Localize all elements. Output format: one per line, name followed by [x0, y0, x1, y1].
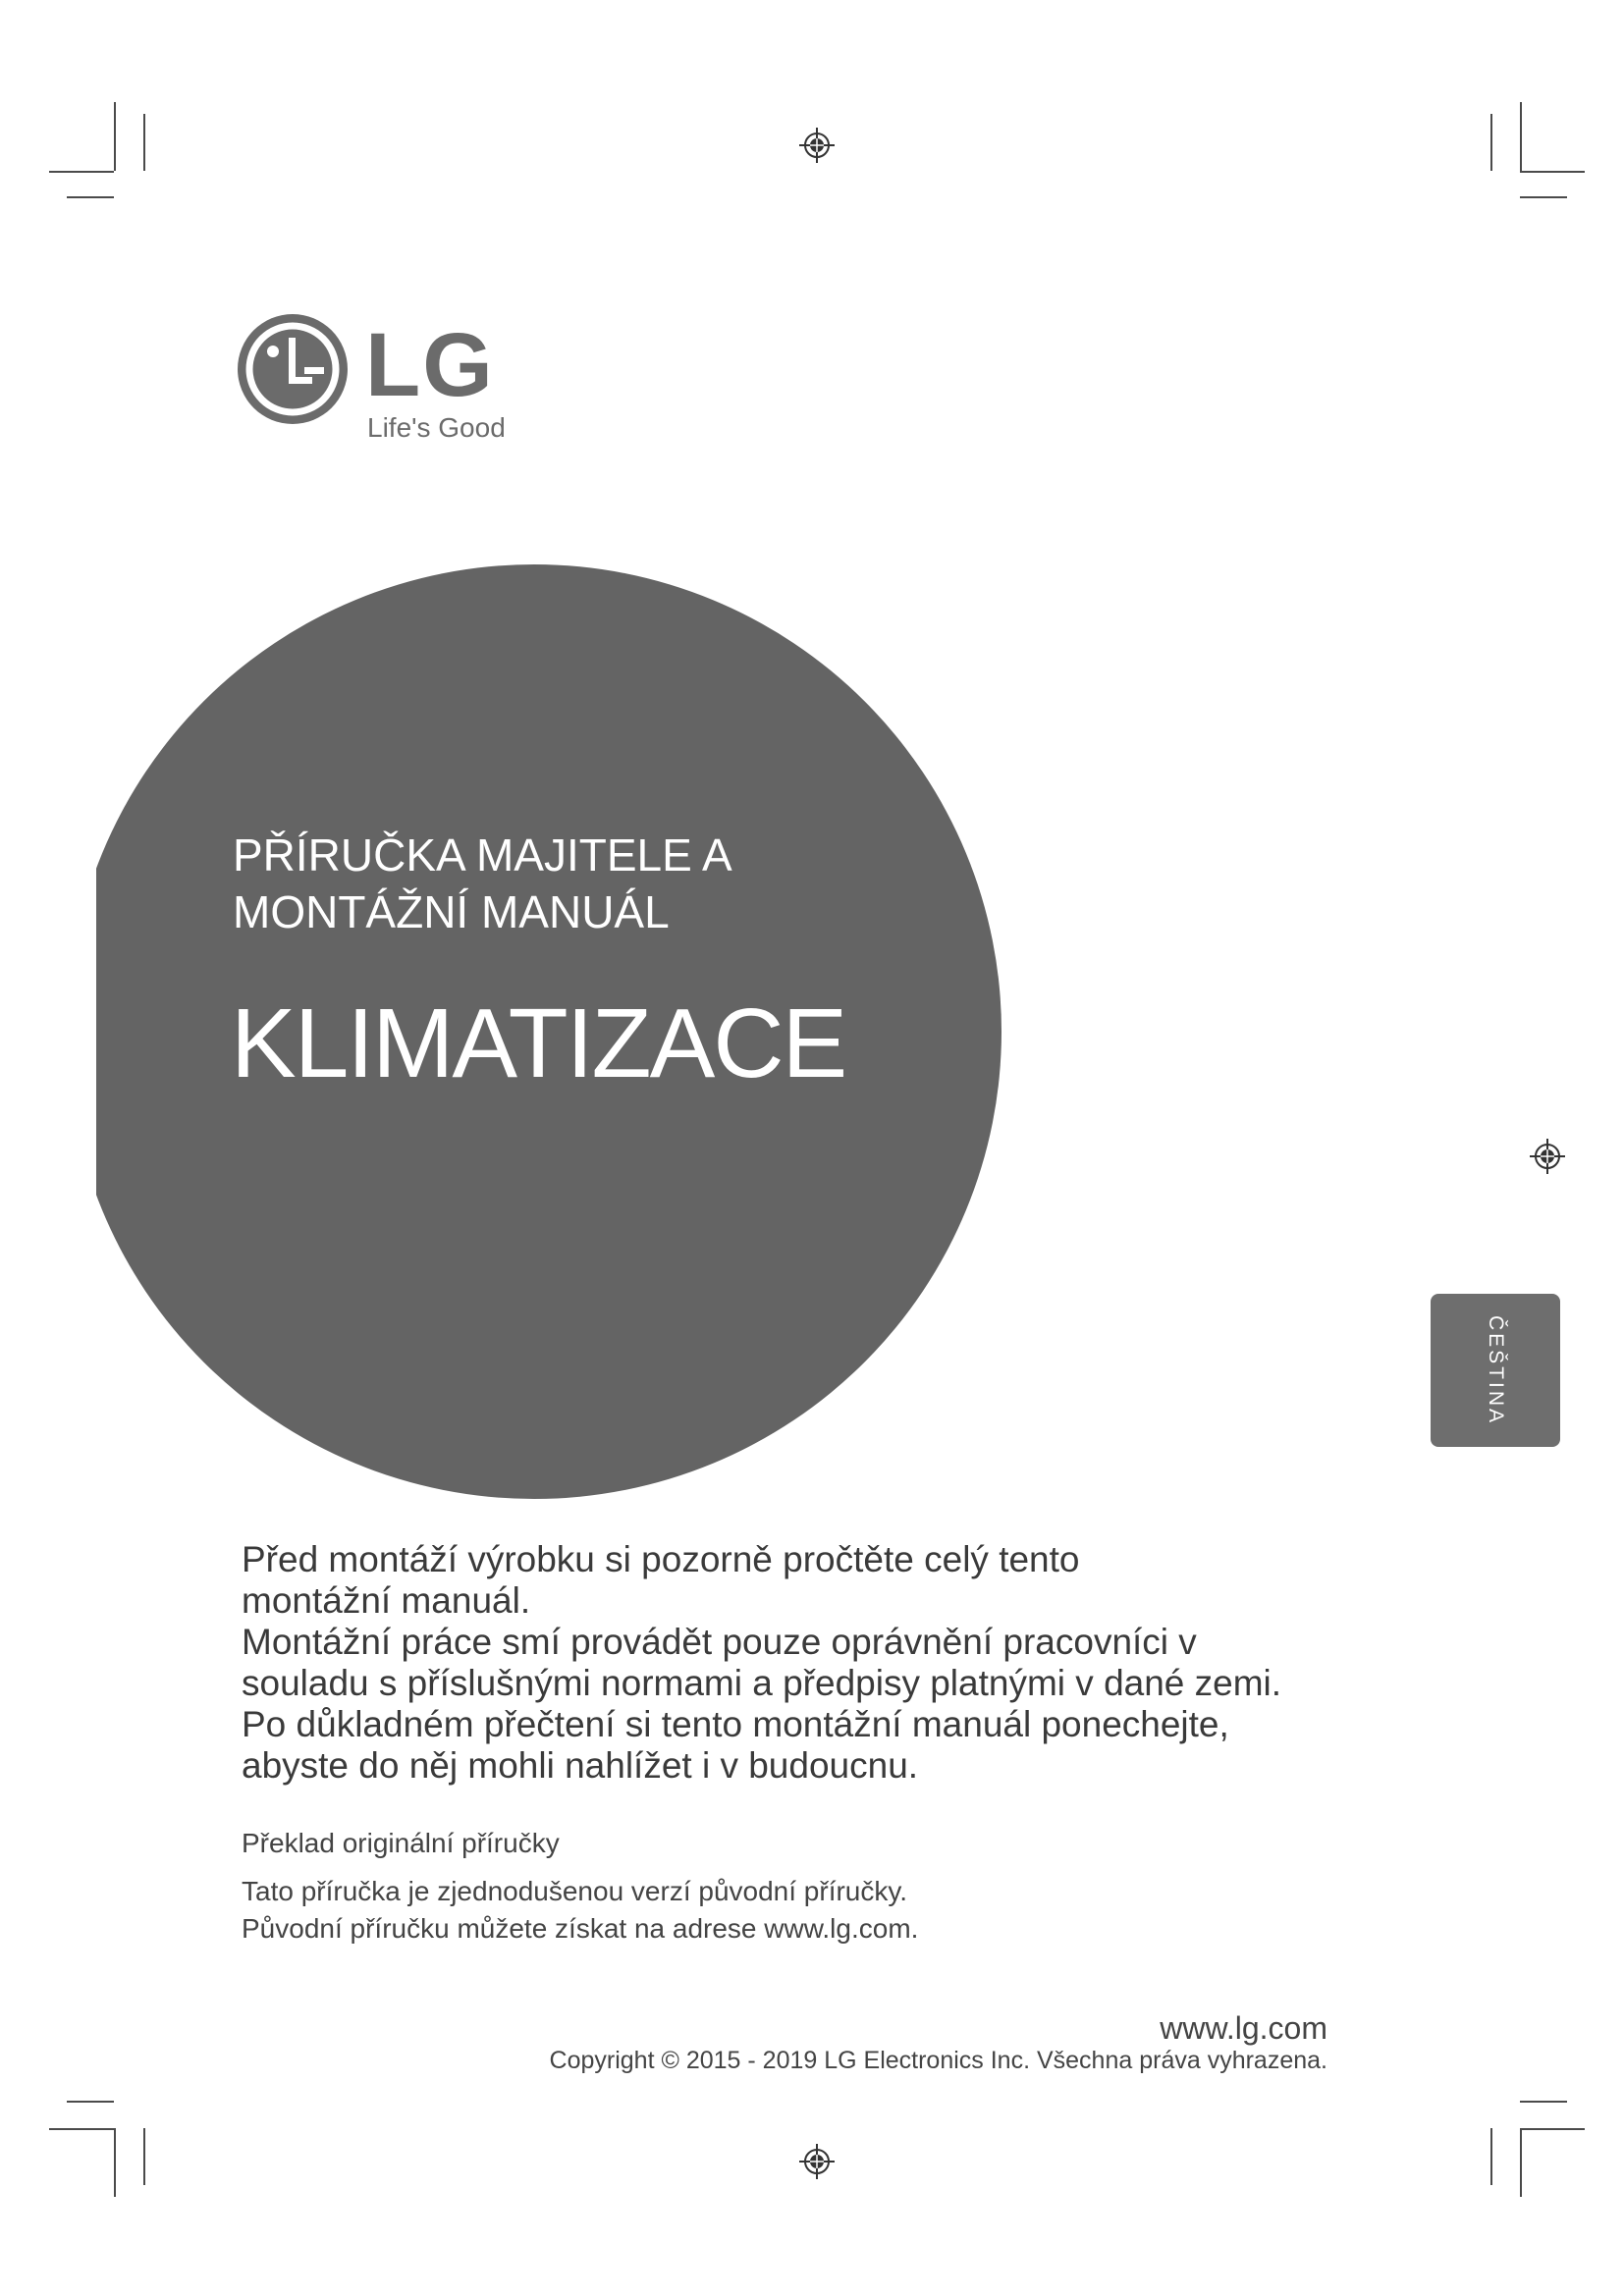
- crop-mark-bottom-right-h: [1520, 2101, 1567, 2103]
- intro-paragraph-3: Po důkladném přečtení si tento montážní manuál ponechejte, abyste do něj mohli nahlížet i v budoucnu.: [242, 1704, 1229, 1786]
- simplified-note-line1: Tato příručka je zjednodušenou verzí původní příručky.: [242, 1876, 908, 1906]
- footer-copyright: Copyright © 2015 - 2019 LG Electronics Inc. Všechna práva vyhrazena.: [549, 2047, 1327, 2074]
- language-tab-label: ČEŠTINA: [1485, 1314, 1507, 1426]
- crop-mark-bottom-right-v: [1520, 2128, 1522, 2197]
- crop-mark-top-right-h2: [1520, 196, 1567, 198]
- intro-text: [242, 1539, 1322, 1787]
- lg-logo: [236, 312, 520, 450]
- crop-mark-bottom-left-v2: [143, 2128, 145, 2185]
- crop-mark-top-left-v2: [143, 114, 145, 171]
- footer-url[interactable]: www.lg.com: [1160, 2010, 1327, 2046]
- crop-mark-bottom-right-v2: [1490, 2128, 1492, 2185]
- language-tab: [1431, 1294, 1560, 1447]
- registration-mark-icon: [799, 128, 835, 163]
- crop-mark-top-left-v: [114, 102, 116, 171]
- cover-title: KLIMATIZACE: [231, 988, 846, 1098]
- translation-note: Překlad originální příručky: [242, 1828, 560, 1858]
- cover-subtitle: [233, 827, 920, 940]
- intro-paragraph-2: Montážní práce smí provádět pouze oprávnění pracovníci v souladu s příslušnými normami a předpisy platnými v dané zemi.: [242, 1622, 1282, 1703]
- lg-brand-text: LG: [365, 315, 495, 415]
- registration-mark-icon: [1530, 1139, 1565, 1174]
- lg-tagline: Life's Good: [367, 412, 506, 443]
- crop-mark-bottom-left-h: [67, 2101, 114, 2103]
- crop-mark-bottom-left-v: [114, 2128, 116, 2197]
- crop-mark-bottom-left-h2: [49, 2128, 114, 2130]
- lg-face-logo-icon: [236, 312, 350, 426]
- crop-mark-top-right-v: [1520, 102, 1522, 171]
- cover-subtitle-line1: PŘÍRUČKA MAJITELE A: [233, 829, 732, 881]
- crop-mark-top-left-h: [49, 171, 114, 173]
- cover-subtitle-line2: MONTÁŽNÍ MANUÁL: [233, 886, 670, 937]
- intro-paragraph-1: Před montáží výrobku si pozorně pročtěte celý tento montážní manuál.: [242, 1539, 1080, 1621]
- crop-mark-top-right-v2: [1490, 114, 1492, 171]
- crop-mark-top-right-h: [1520, 171, 1585, 173]
- crop-mark-bottom-right-h2: [1520, 2128, 1585, 2130]
- simplified-note-line2: Původní příručku můžete získat na adrese www.lg.com.: [242, 1913, 919, 1944]
- circle-cut-edge: [0, 564, 96, 1499]
- registration-mark-icon: [799, 2144, 835, 2179]
- crop-mark-top-left-h2: [67, 196, 114, 198]
